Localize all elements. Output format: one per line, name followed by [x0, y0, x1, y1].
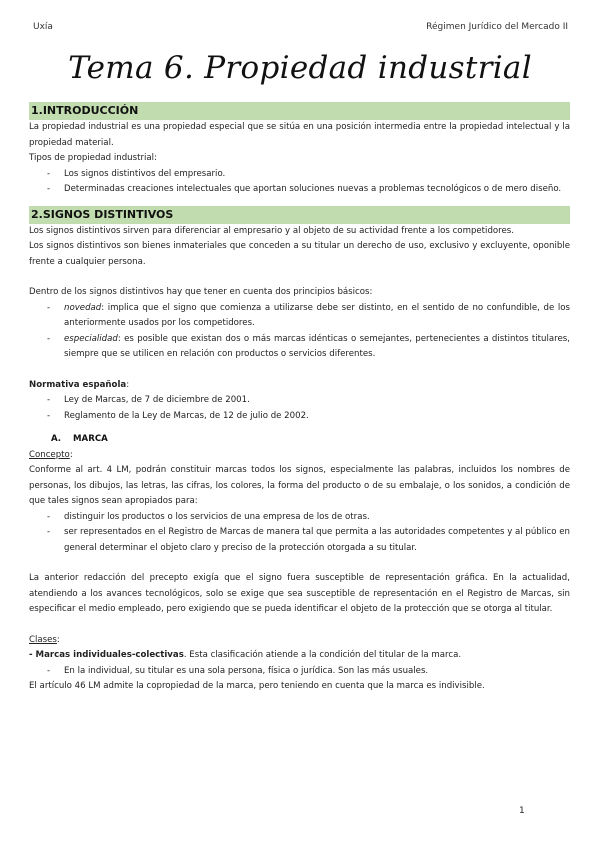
list-item: - Determinadas creaciones intelectuales que aportan soluciones nuevas a problemas tecnológicos o de mero diseño.: [64, 182, 570, 198]
bullet-list: [29, 167, 570, 198]
bullet-list: [29, 393, 570, 424]
paragraph: Dentro de los signos distintivos hay que tener en cuenta dos principios básicos:: [29, 287, 373, 297]
paragraph: - Marcas individuales-colectivas. Esta clasificación atiende a la condición del titular de la marca.: [29, 650, 462, 660]
page-title: Tema 6. Propiedad industrial: [68, 50, 532, 86]
principle-term: novedad: [64, 302, 102, 313]
concepto-label: Concepto:: [29, 449, 73, 460]
paragraph: Conforme al art. 4 LM, podrán constituir marcas todos los signos, especialmente las palabras, incluidos los nombres de personas, los dibujos, las letras, las cifras, los colores, la forma del producto o de su embalaje, o los sonidos, a condición de que tales signos sean apropiados para:: [29, 465, 570, 506]
principle-term: especialidad: [64, 333, 118, 344]
list-item: - Reglamento de la Ley de Marcas, de 12 de julio de 2002.: [64, 409, 570, 425]
clases-label: Clases:: [29, 634, 60, 645]
list-item: - Ley de Marcas, de 7 de diciembre de 2001.: [64, 393, 570, 409]
list-item: - distinguir los productos o los servicios de una empresa de los de otras.: [64, 510, 570, 526]
paragraph: El artículo 46 LM admite la copropiedad de la marca, pero teniendo en cuenta que la marca es indivisible.: [29, 681, 485, 691]
list-item: [64, 301, 570, 332]
header-course: Régimen Jurídico del Mercado II: [426, 22, 568, 32]
list-item: - Los signos distintivos del empresario.: [64, 167, 570, 183]
list-item: - ser representados en el Registro de Marcas de manera tal que permita a las autoridades competentes y al público en general determinar el objeto claro y preciso de la protección otorgada a su titular.: [64, 525, 570, 556]
page-number: 1: [519, 806, 525, 816]
section-heading-signos-distintivos: 2.SIGNOS DISTINTIVOS: [29, 206, 570, 224]
paragraph: La propiedad industrial es una propiedad especial que se sitúa en una posición intermedia entre la propiedad intelectual y la propiedad material.: [29, 122, 570, 148]
principle-text: : es posible que existan dos o más marcas idénticas o semejantes, pertenecientes a distintos titulares, siempre que se utilicen en relación con productos o servicios diferentes.: [64, 333, 570, 359]
paragraph: Los signos distintivos sirven para diferenciar al empresario y al objeto de su actividad frente a los competidores.: [29, 225, 514, 236]
paragraph: La anterior redacción del precepto exigía que el signo fuera susceptible de representación gráfica. En la actualidad, atendiendo a los avances tecnológicos, solo se exige que sea susceptible de representación en el Registro de Marcas, sin especificar el medio empleado, pero exigiendo que se pueda identificar el objeto de la protección que se otorga al titular.: [29, 573, 570, 614]
document-body: [29, 102, 570, 695]
principle-text: : implica que el signo que comienza a utilizarse debe ser distinto, en el sentido de no confundible, de los anteriormente usados por los competidores.: [64, 302, 570, 328]
paragraph: Los signos distintivos son bienes inmateriales que conceden a su titular un derecho de uso, exclusivo y excluyente, oponible frente a cualquier persona.: [29, 241, 570, 267]
bullet-list: [29, 301, 570, 363]
list-item: [64, 332, 570, 363]
paragraph: Tipos de propiedad industrial:: [29, 153, 157, 163]
header-author: Uxía: [33, 22, 53, 32]
subsection-heading-marca: A. MARCA: [51, 434, 108, 444]
list-item: - En la individual, su titular es una sola persona, física o jurídica. Son las más usuales.: [64, 664, 570, 680]
bullet-list: [29, 510, 570, 557]
section-heading-introduccion: 1.INTRODUCCIÓN: [29, 102, 570, 120]
bullet-list: [29, 664, 570, 680]
normativa-label: Normativa española:: [29, 379, 130, 390]
